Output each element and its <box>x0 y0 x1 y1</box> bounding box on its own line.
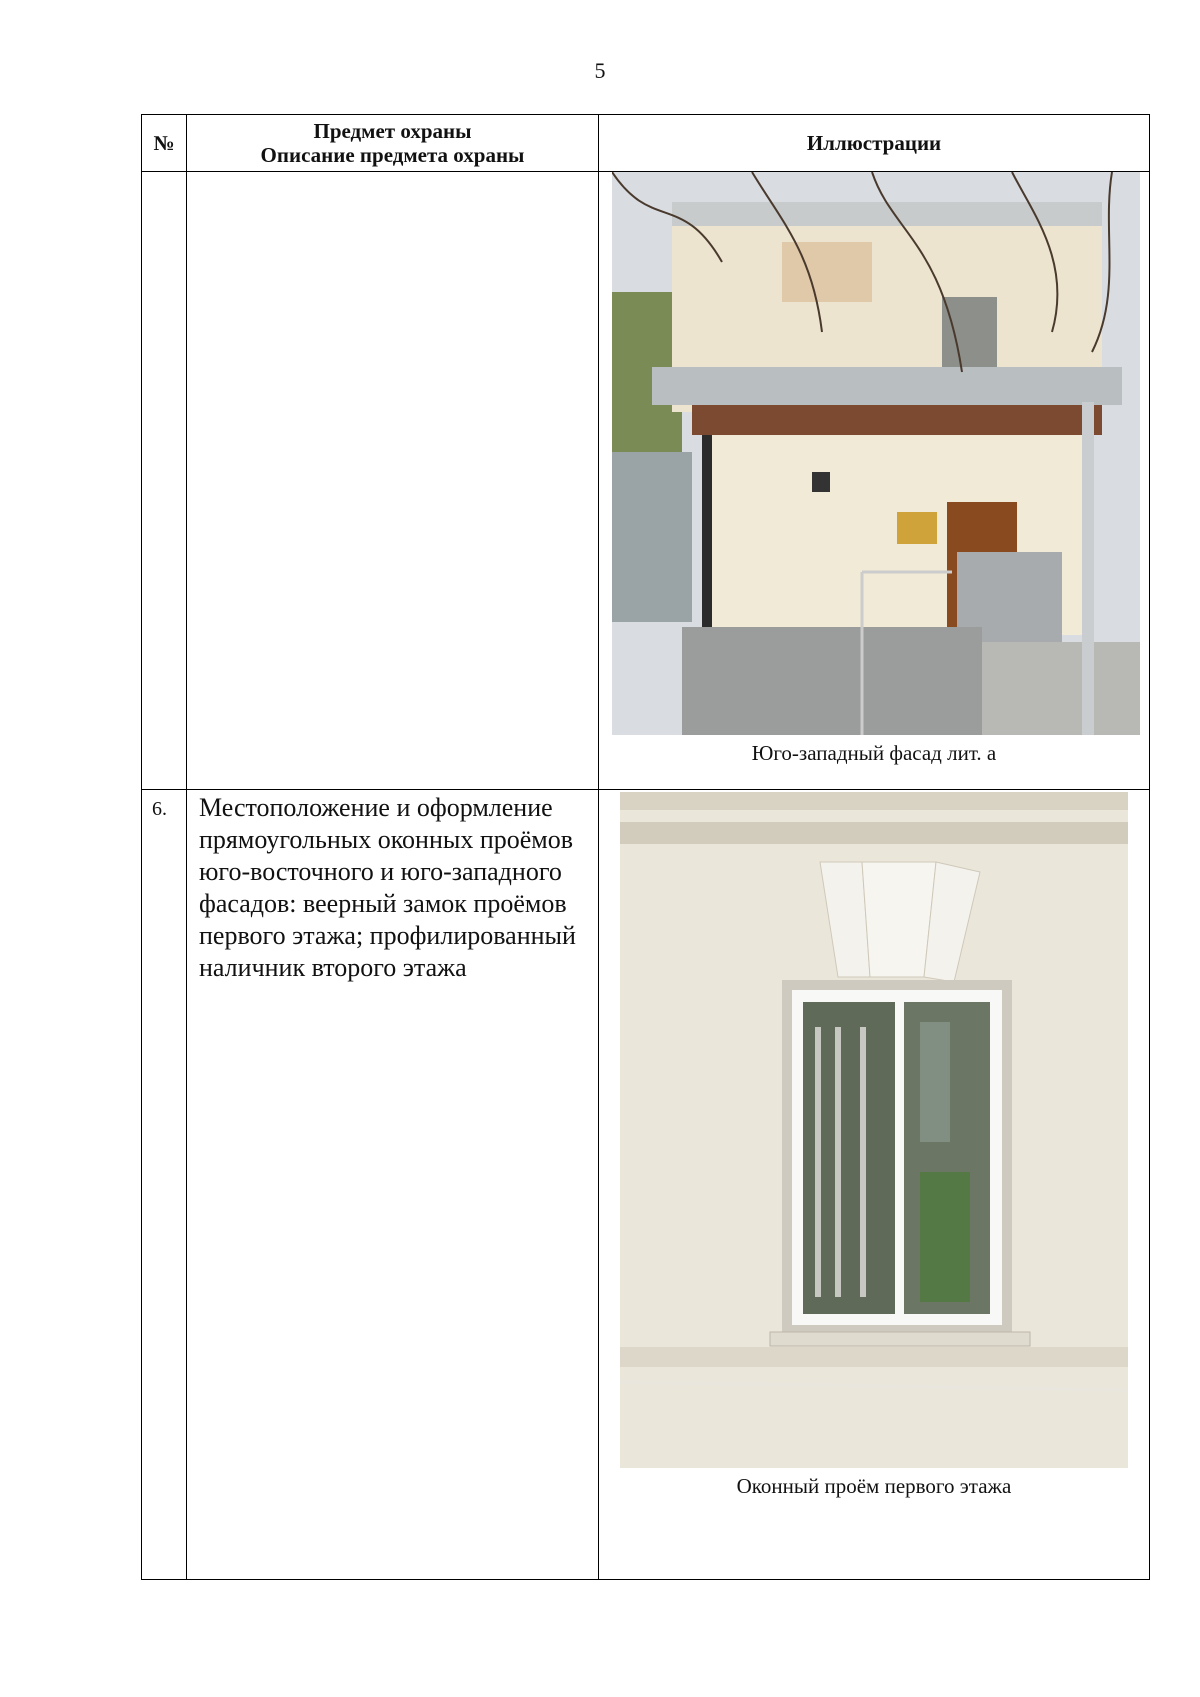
table-header-row <box>142 115 1150 172</box>
table-row <box>142 790 1150 1580</box>
row-description: Местоположение и оформление прямоугольных оконных проёмов юго-восточного и юго-западного фасадов: веерный замок проёмов первого этажа; профилированный наличник второго этажа <box>187 790 599 1580</box>
row-number <box>142 172 187 790</box>
header-subject <box>187 115 599 172</box>
row-description <box>187 172 599 790</box>
photo-ground-floor-window <box>620 792 1128 1468</box>
page-number: 5 <box>594 58 606 83</box>
illustration-caption: Юго-западный фасад лит. а <box>751 741 997 765</box>
row-number: 6. <box>142 790 187 1580</box>
header-illustrations: Иллюстрации <box>599 115 1150 172</box>
header-subject-description: Описание предмета охраны <box>260 143 525 167</box>
illustration-caption: Оконный проём первого этажа <box>736 1474 1012 1498</box>
table-row <box>142 172 1150 790</box>
illustration-cell <box>599 172 1150 790</box>
protection-subject-table <box>141 114 1150 1580</box>
header-number: № <box>142 115 187 172</box>
photo-southwest-facade <box>612 172 1140 735</box>
illustration-cell <box>599 790 1150 1580</box>
header-subject-title: Предмет охраны <box>313 119 472 143</box>
